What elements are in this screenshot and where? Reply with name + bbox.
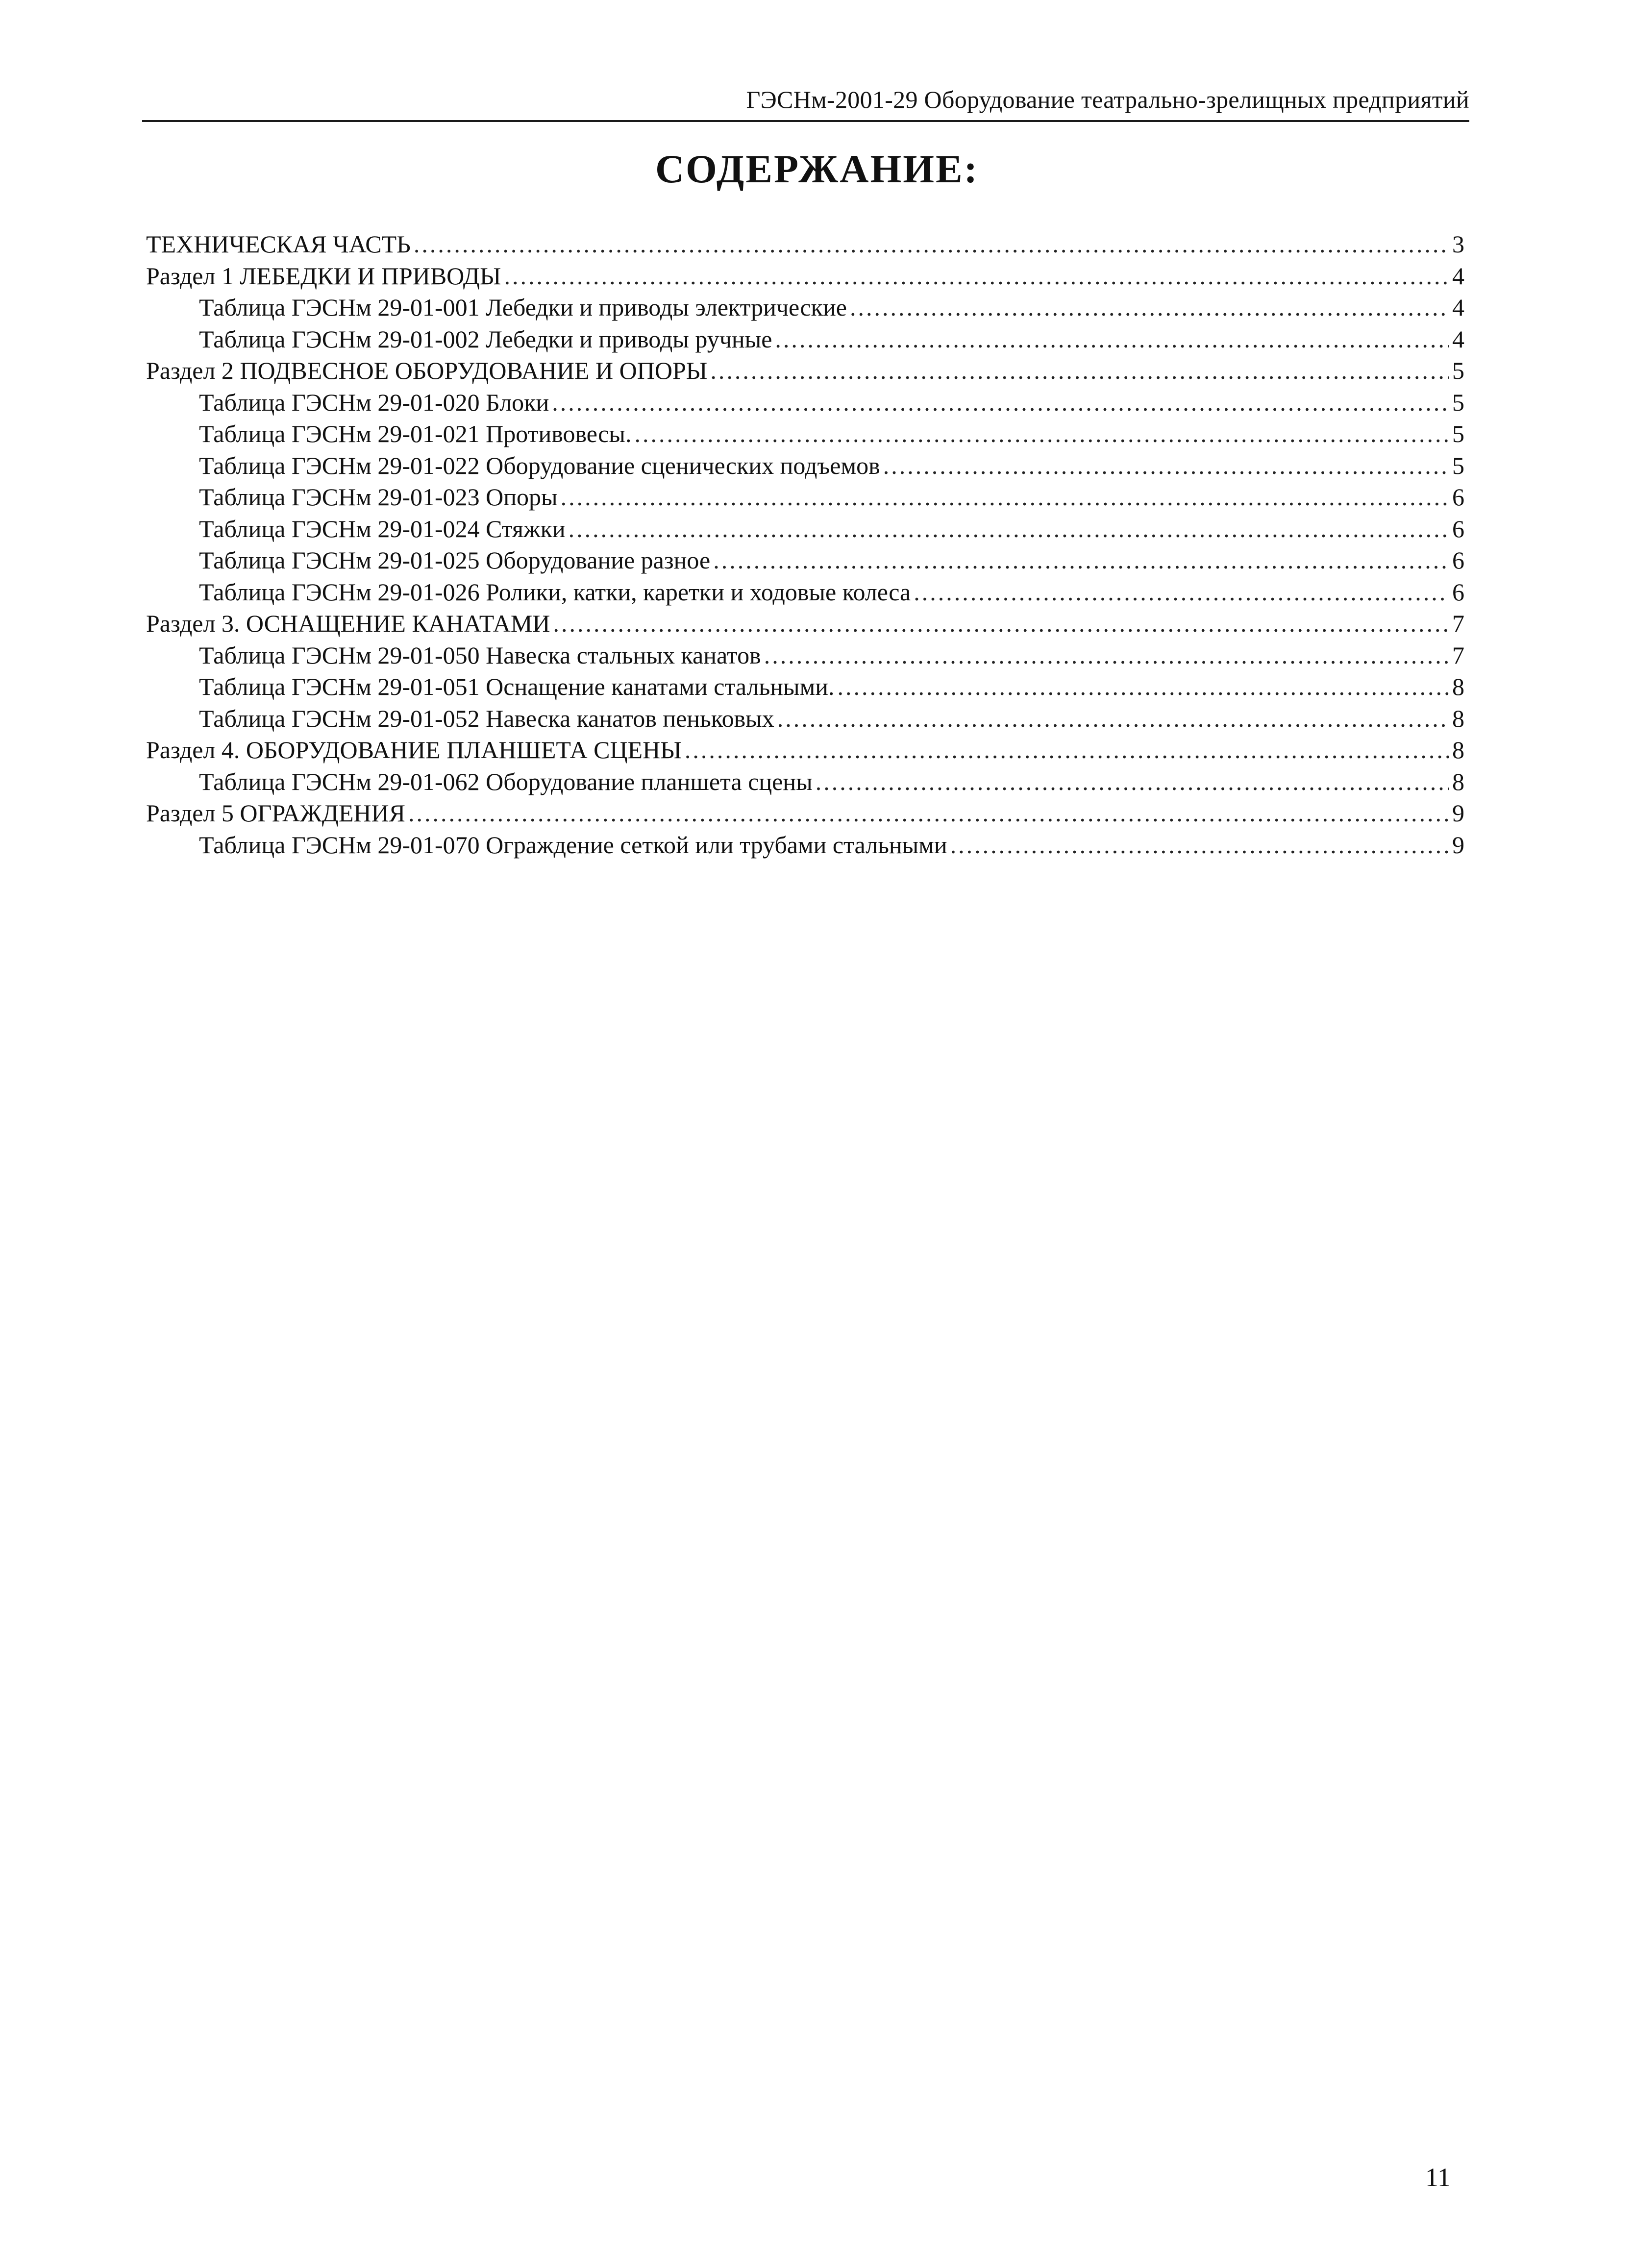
toc-entry-label: Таблица ГЭСНм 29-01-050 Навеска стальных канатов <box>199 641 761 669</box>
dot-leader <box>685 734 1449 766</box>
dot-leader <box>552 387 1449 419</box>
dot-leader <box>635 418 1449 450</box>
toc-entry-page: 7 <box>1452 641 1464 669</box>
toc-entry-page: 3 <box>1452 230 1464 258</box>
toc-entry-label: Таблица ГЭСНм 29-01-022 Оборудование сценических подъемов <box>199 451 880 479</box>
dot-leader <box>710 355 1449 387</box>
toc-entry-label: Таблица ГЭСНм 29-01-002 Лебедки и приводы ручные <box>199 325 772 353</box>
toc-entry-page: 4 <box>1452 294 1464 321</box>
toc-entry-label: Таблица ГЭСНм 29-01-001 Лебедки и приводы электрические <box>199 294 847 321</box>
dot-leader <box>883 450 1449 482</box>
toc-entry-table-29-01-024[interactable] <box>146 513 1464 545</box>
toc-entry-technical-part[interactable] <box>146 228 1464 260</box>
toc-entry-label: Таблица ГЭСНм 29-01-021 Противовесы. <box>199 420 632 447</box>
dot-leader <box>914 576 1449 608</box>
toc-entry-section-1[interactable] <box>146 260 1464 292</box>
toc-entry-label: Таблица ГЭСНм 29-01-024 Стяжки <box>199 515 566 542</box>
dot-leader <box>561 481 1449 513</box>
dot-leader <box>816 766 1449 798</box>
toc-entry-label: Раздел 3. ОСНАЩЕНИЕ КАНАТАМИ <box>146 610 550 637</box>
dot-leader <box>569 513 1449 545</box>
dot-leader <box>414 228 1449 260</box>
toc-entry-label: Таблица ГЭСНм 29-01-026 Ролики, катки, каретки и ходовые колеса <box>199 578 911 606</box>
toc-entry-page: 5 <box>1452 420 1464 447</box>
toc-entry-page: 6 <box>1452 546 1464 574</box>
toc-entry-table-29-01-021[interactable] <box>146 418 1464 450</box>
page-title: СОДЕРЖАНИЕ: <box>655 147 979 191</box>
toc-entry-label: ТЕХНИЧЕСКАЯ ЧАСТЬ <box>146 230 411 258</box>
toc-entry-label: Таблица ГЭСНм 29-01-062 Оборудование планшета сцены <box>199 767 813 795</box>
toc-entry-label: Таблица ГЭСНм 29-01-020 Блоки <box>199 388 549 416</box>
dot-leader <box>838 671 1449 703</box>
toc-entry-table-29-01-002[interactable] <box>146 323 1464 355</box>
toc-entry-page: 5 <box>1452 388 1464 416</box>
toc-entry-label: Раздел 2 ПОДВЕСНОЕ ОБОРУДОВАНИЕ И ОПОРЫ <box>146 357 708 384</box>
dot-leader <box>553 608 1449 640</box>
toc-entry-page: 9 <box>1452 799 1464 827</box>
toc-entry-table-29-01-026[interactable] <box>146 576 1464 608</box>
toc-entry-page: 5 <box>1452 451 1464 479</box>
toc-entry-page: 6 <box>1452 515 1464 542</box>
toc-entry-section-5[interactable] <box>146 797 1464 829</box>
toc-entry-page: 6 <box>1452 483 1464 511</box>
page-number: 11 <box>1425 2163 1451 2192</box>
toc-entry-page: 7 <box>1452 610 1464 637</box>
dot-leader <box>408 797 1449 829</box>
toc-entry-table-29-01-050[interactable] <box>146 640 1464 671</box>
running-header: ГЭСНм-2001-29 Оборудование театрально-зрелищных предприятий <box>746 86 1469 113</box>
dot-leader <box>950 829 1449 861</box>
toc-entry-page: 8 <box>1452 736 1464 764</box>
toc-entry-label: Раздел 1 ЛЕБЕДКИ И ПРИВОДЫ <box>146 262 501 290</box>
dot-leader <box>713 544 1449 576</box>
dot-leader <box>764 640 1449 671</box>
toc-entry-page: 8 <box>1452 704 1464 732</box>
toc-entry-section-4[interactable] <box>146 734 1464 766</box>
toc-entry-table-29-01-062[interactable] <box>146 766 1464 798</box>
dot-leader <box>850 292 1449 323</box>
header-divider <box>142 120 1469 122</box>
toc-entry-page: 8 <box>1452 673 1464 700</box>
toc-entry-table-29-01-052[interactable] <box>146 703 1464 735</box>
toc-entry-page: 9 <box>1452 831 1464 859</box>
toc-entry-label: Раздел 4. ОБОРУДОВАНИЕ ПЛАНШЕТА СЦЕНЫ <box>146 736 682 764</box>
toc-entry-label: Таблица ГЭСНм 29-01-051 Оснащение канатами стальными. <box>199 673 835 700</box>
toc-entry-page: 4 <box>1452 262 1464 290</box>
toc-entry-page: 5 <box>1452 357 1464 384</box>
toc-entry-section-3[interactable] <box>146 608 1464 640</box>
toc-entry-table-29-01-070[interactable] <box>146 829 1464 861</box>
dot-leader <box>775 323 1449 355</box>
toc-entry-page: 6 <box>1452 578 1464 606</box>
toc-entry-label: Таблица ГЭСНм 29-01-025 Оборудование разное <box>199 546 711 574</box>
toc-entry-label: Таблица ГЭСНм 29-01-052 Навеска канатов пеньковых <box>199 704 774 732</box>
dot-leader <box>504 260 1449 292</box>
toc-entry-page: 8 <box>1452 767 1464 795</box>
toc-entry-table-29-01-001[interactable] <box>146 292 1464 323</box>
toc-entry-label: Таблица ГЭСНм 29-01-023 Опоры <box>199 483 558 511</box>
toc-entry-table-29-01-022[interactable] <box>146 450 1464 482</box>
toc-entry-table-29-01-023[interactable] <box>146 481 1464 513</box>
dot-leader <box>777 703 1449 735</box>
toc-entry-label: Таблица ГЭСНм 29-01-070 Ограждение сеткой или трубами стальными <box>199 831 947 859</box>
toc-entry-page: 4 <box>1452 325 1464 353</box>
toc-entry-label: Раздел 5 ОГРАЖДЕНИЯ <box>146 799 405 827</box>
toc-entry-table-29-01-051[interactable] <box>146 671 1464 703</box>
table-of-contents <box>146 228 1464 861</box>
toc-entry-table-29-01-020[interactable] <box>146 387 1464 419</box>
toc-entry-table-29-01-025[interactable] <box>146 544 1464 576</box>
toc-entry-section-2[interactable] <box>146 355 1464 387</box>
